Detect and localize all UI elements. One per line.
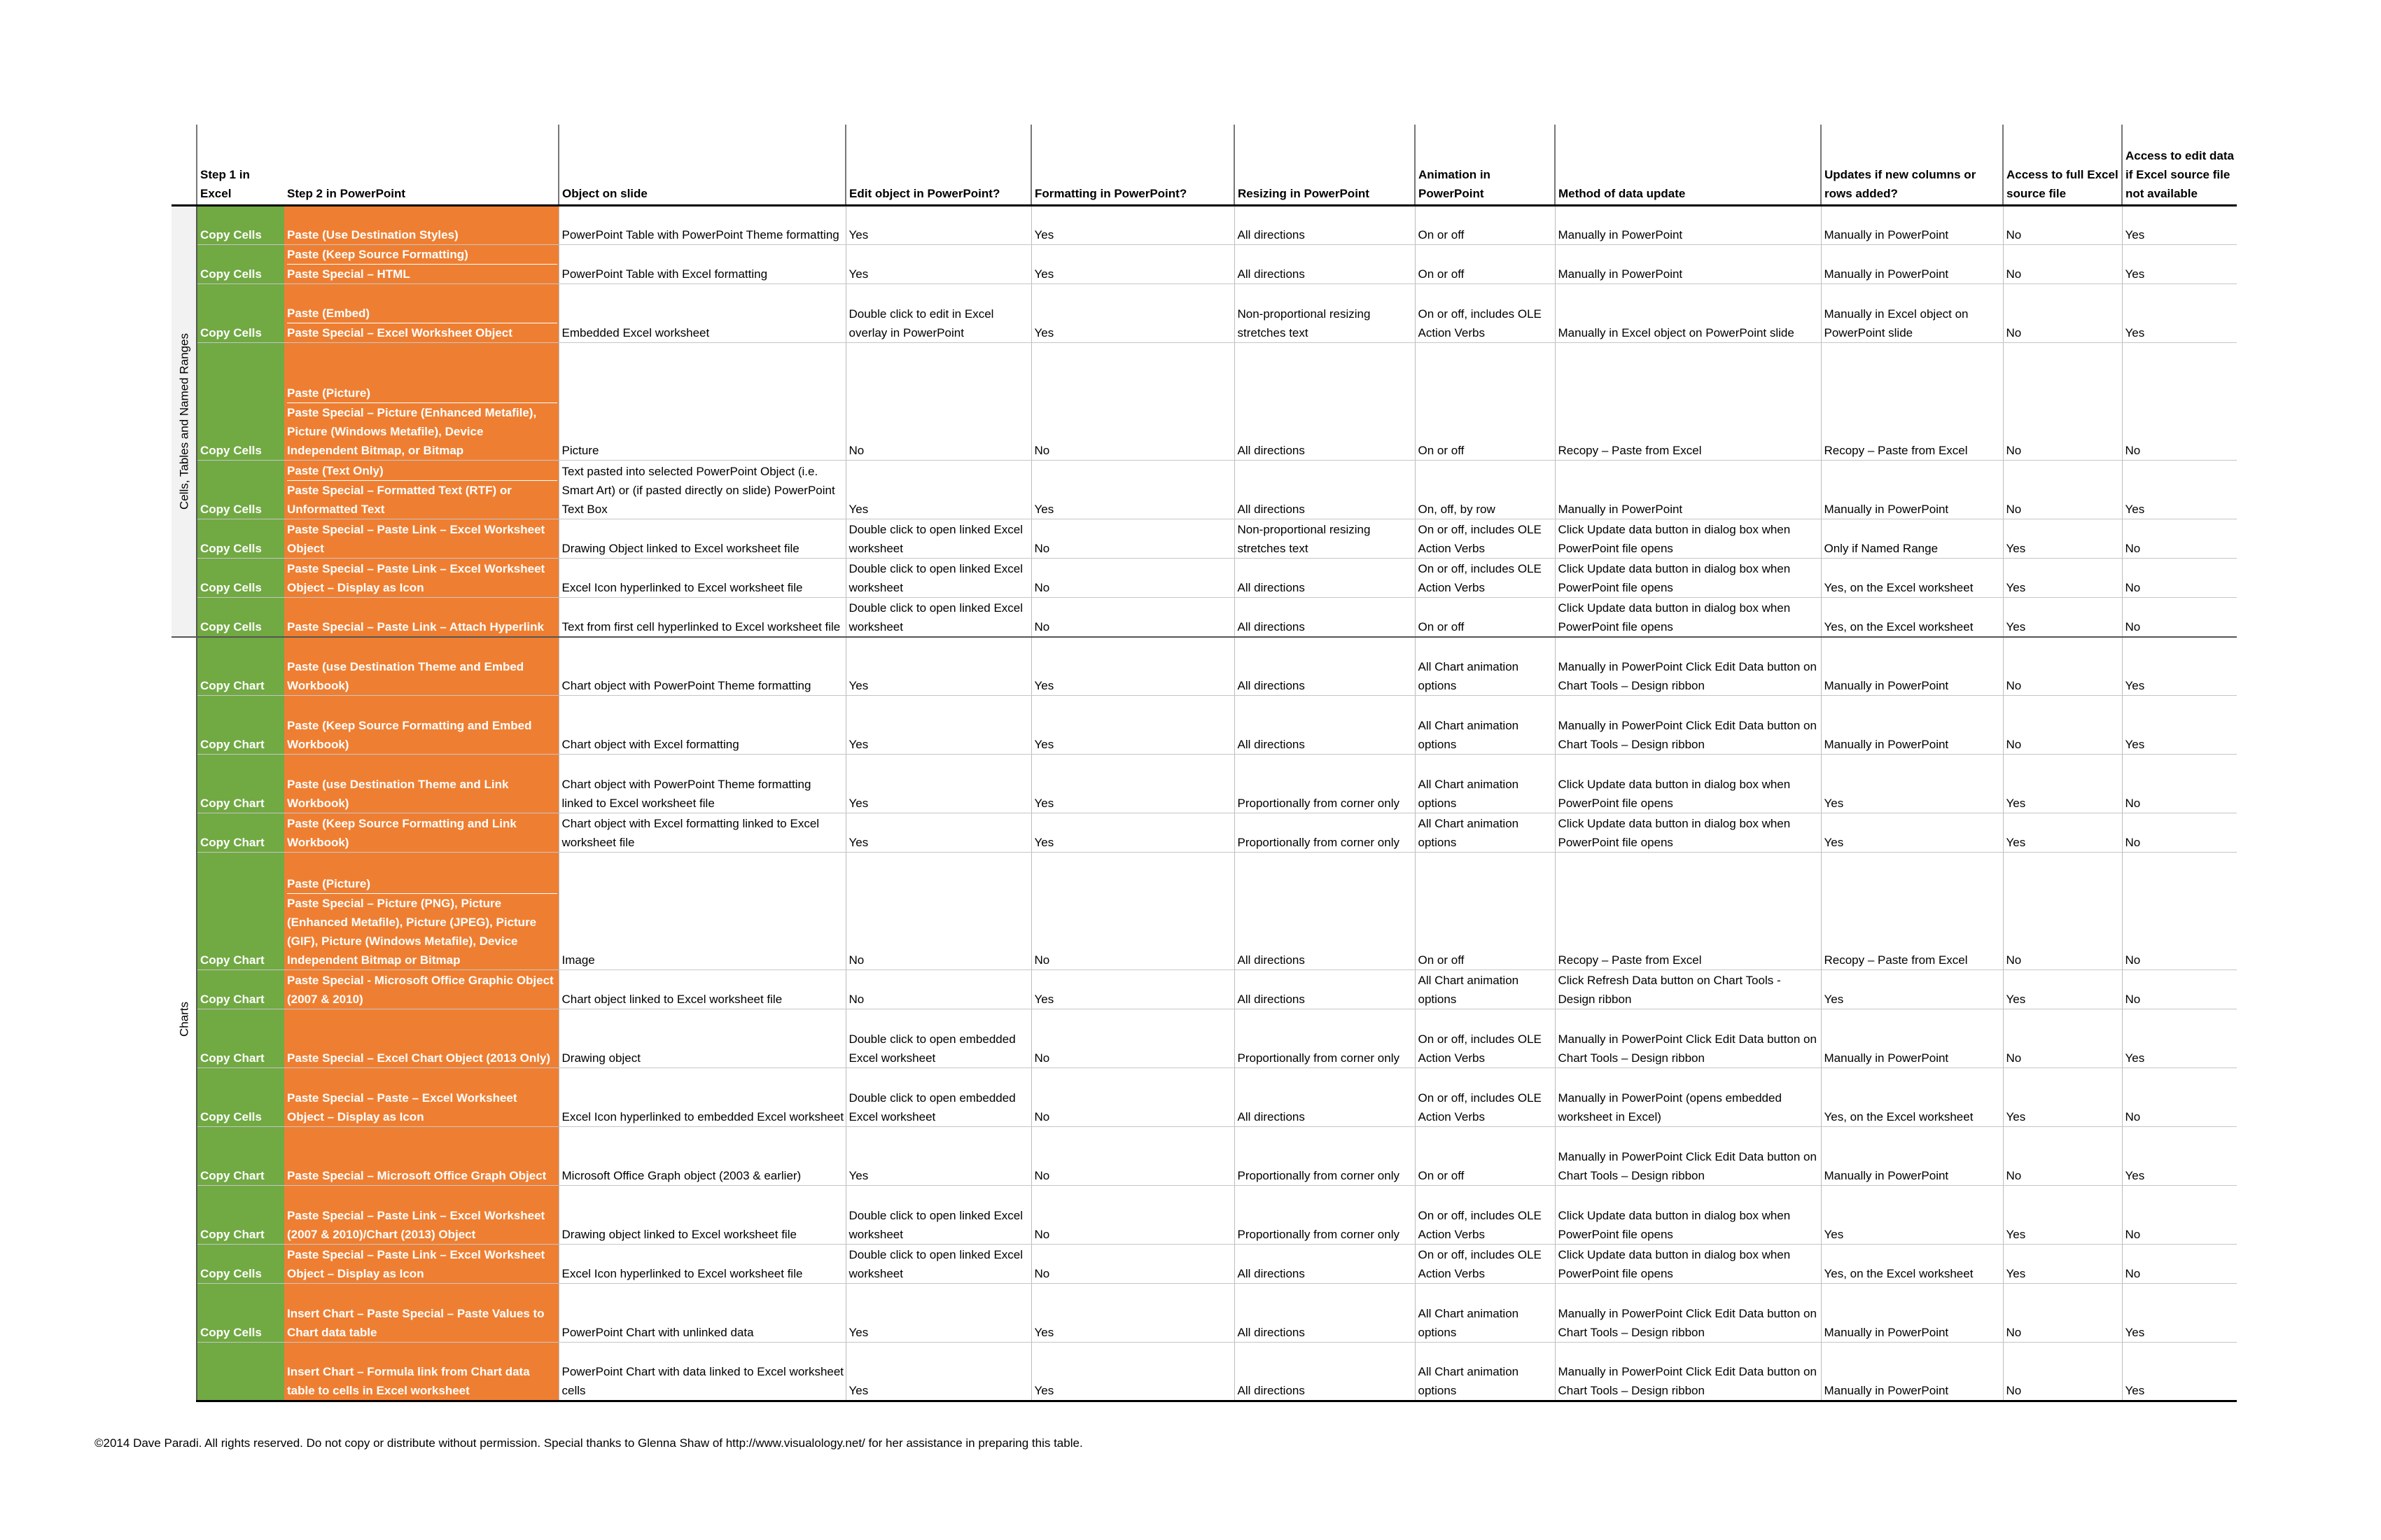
step2-option: Paste (use Destination Theme and Link Workbook) bbox=[287, 778, 509, 810]
edit-missing-cell: No bbox=[2122, 755, 2237, 813]
updates-cell: Manually in PowerPoint bbox=[1821, 1343, 2003, 1401]
edit-missing-cell: Yes bbox=[2122, 637, 2237, 696]
resize-cell: All directions bbox=[1234, 245, 1415, 284]
edit-cell: Yes bbox=[846, 1127, 1031, 1186]
access-cell: Yes bbox=[2003, 519, 2122, 559]
table-row bbox=[172, 970, 2237, 1009]
access-cell: No bbox=[2003, 853, 2122, 970]
anim-cell: All Chart animation options bbox=[1415, 1343, 1555, 1401]
step1-cell: Copy Cells bbox=[197, 461, 284, 519]
table-row bbox=[172, 461, 2237, 519]
step2-cell bbox=[284, 637, 559, 696]
method-cell: Manually in PowerPoint Click Edit Data button on Chart Tools – Design ribbon bbox=[1555, 1127, 1821, 1186]
method-cell: Click Update data button in dialog box when PowerPoint file opens bbox=[1555, 1186, 1821, 1245]
updates-cell: Yes, on the Excel worksheet bbox=[1821, 1245, 2003, 1284]
anim-cell: On or off bbox=[1415, 853, 1555, 970]
anim-cell: All Chart animation options bbox=[1415, 970, 1555, 1009]
edit-cell: Double click to open linked Excel worksheet bbox=[846, 559, 1031, 598]
header-row bbox=[172, 125, 2237, 206]
object-cell: Chart object with PowerPoint Theme formatting bbox=[559, 637, 846, 696]
access-cell: Yes bbox=[2003, 755, 2122, 813]
step2-option: Paste Special – Excel Worksheet Object bbox=[287, 326, 512, 340]
edit-cell: Yes bbox=[846, 461, 1031, 519]
step2-option: Paste Special – Picture (Enhanced Metafile), Picture (Windows Metafile), Device Independent Bitmap, or Bitmap bbox=[287, 406, 537, 457]
edit-missing-cell: No bbox=[2122, 853, 2237, 970]
method-cell: Click Update data button in dialog box when PowerPoint file opens bbox=[1555, 755, 1821, 813]
anim-header: Animation in PowerPoint bbox=[1415, 125, 1555, 206]
step2-option: Paste (use Destination Theme and Embed Workbook) bbox=[287, 660, 524, 692]
step1-cell: Copy Chart bbox=[197, 853, 284, 970]
method-cell: Manually in PowerPoint Click Edit Data button on Chart Tools – Design ribbon bbox=[1555, 1284, 1821, 1343]
anim-cell: On or off, includes OLE Action Verbs bbox=[1415, 1245, 1555, 1284]
edit-cell: No bbox=[846, 970, 1031, 1009]
step2-option: Paste (Picture) bbox=[287, 874, 557, 894]
step1-cell: Copy Chart bbox=[197, 1009, 284, 1068]
format-cell: Yes bbox=[1031, 1284, 1234, 1343]
step2-option: Paste Special – Microsoft Office Graph Object bbox=[287, 1169, 547, 1182]
step2-option: Paste Special – HTML bbox=[287, 267, 410, 281]
object-cell: Chart object linked to Excel worksheet file bbox=[559, 970, 846, 1009]
updates-cell: Yes bbox=[1821, 1186, 2003, 1245]
updates-cell: Yes, on the Excel worksheet bbox=[1821, 1068, 2003, 1127]
format-cell: No bbox=[1031, 1009, 1234, 1068]
edit-cell: Double click to edit in Excel overlay in PowerPoint bbox=[846, 284, 1031, 343]
edit-cell: Yes bbox=[846, 813, 1031, 853]
format-cell: Yes bbox=[1031, 206, 1234, 245]
edit-cell: Yes bbox=[846, 696, 1031, 755]
comparison-table bbox=[172, 125, 2237, 1402]
format-cell: Yes bbox=[1031, 245, 1234, 284]
table-row bbox=[172, 1245, 2237, 1284]
anim-cell: All Chart animation options bbox=[1415, 813, 1555, 853]
step1-cell: Copy Cells bbox=[197, 343, 284, 461]
step2-cell bbox=[284, 1127, 559, 1186]
object-cell: Excel Icon hyperlinked to Excel worksheet file bbox=[559, 1245, 846, 1284]
method-cell: Manually in PowerPoint Click Edit Data button on Chart Tools – Design ribbon bbox=[1555, 696, 1821, 755]
method-cell: Click Update data button in dialog box when PowerPoint file opens bbox=[1555, 519, 1821, 559]
resize-cell: Proportionally from corner only bbox=[1234, 813, 1415, 853]
resize-cell: All directions bbox=[1234, 461, 1415, 519]
resize-cell: Non-proportional resizing stretches text bbox=[1234, 519, 1415, 559]
method-cell: Manually in PowerPoint (opens embedded worksheet in Excel) bbox=[1555, 1068, 1821, 1127]
edit-cell: Yes bbox=[846, 637, 1031, 696]
resize-cell: All directions bbox=[1234, 559, 1415, 598]
step2-option: Paste (Text Only) bbox=[287, 461, 557, 481]
anim-cell: On or off bbox=[1415, 598, 1555, 637]
step2-option: Paste (Keep Source Formatting and Embed Workbook) bbox=[287, 719, 532, 751]
table-row bbox=[172, 813, 2237, 853]
format-cell: Yes bbox=[1031, 813, 1234, 853]
table-row bbox=[172, 559, 2237, 598]
format-header: Formatting in PowerPoint? bbox=[1031, 125, 1234, 206]
object-cell: Image bbox=[559, 853, 846, 970]
object-cell: PowerPoint Chart with unlinked data bbox=[559, 1284, 846, 1343]
object-cell: Excel Icon hyperlinked to Excel worksheet file bbox=[559, 559, 846, 598]
step1-cell: Copy Cells bbox=[197, 519, 284, 559]
step1-cell: Copy Cells bbox=[197, 206, 284, 245]
anim-cell: All Chart animation options bbox=[1415, 755, 1555, 813]
edit-cell: Yes bbox=[846, 1343, 1031, 1401]
access-cell: Yes bbox=[2003, 1186, 2122, 1245]
anim-cell: On, off, by row bbox=[1415, 461, 1555, 519]
updates-cell: Yes, on the Excel worksheet bbox=[1821, 559, 2003, 598]
section-label-text: Charts bbox=[177, 1001, 190, 1037]
step1-header: Step 1 in Excel bbox=[197, 125, 284, 206]
format-cell: No bbox=[1031, 1186, 1234, 1245]
format-cell: No bbox=[1031, 343, 1234, 461]
method-cell: Click Update data button in dialog box when PowerPoint file opens bbox=[1555, 1245, 1821, 1284]
object-cell: PowerPoint Chart with data linked to Excel worksheet cells bbox=[559, 1343, 846, 1401]
edit-cell: Double click to open embedded Excel worksheet bbox=[846, 1009, 1031, 1068]
updates-cell: Manually in PowerPoint bbox=[1821, 1284, 2003, 1343]
edit-cell: Yes bbox=[846, 245, 1031, 284]
edit-missing-cell: No bbox=[2122, 1245, 2237, 1284]
step1-cell: Copy Chart bbox=[197, 970, 284, 1009]
step2-cell bbox=[284, 970, 559, 1009]
format-cell: Yes bbox=[1031, 696, 1234, 755]
step2-option: Paste (Picture) bbox=[287, 384, 557, 403]
step2-option: Paste Special – Paste Link – Excel Worksheet Object – Display as Icon bbox=[287, 1248, 545, 1280]
step1-cell: Copy Cells bbox=[197, 1068, 284, 1127]
anim-cell: On or off, includes OLE Action Verbs bbox=[1415, 1186, 1555, 1245]
table-row bbox=[172, 637, 2237, 696]
access-cell: No bbox=[2003, 343, 2122, 461]
table-row bbox=[172, 755, 2237, 813]
step1-cell: Copy Cells bbox=[197, 559, 284, 598]
group-header bbox=[172, 125, 197, 206]
method-cell: Click Update data button in dialog box when PowerPoint file opens bbox=[1555, 813, 1821, 853]
access-header: Access to full Excel source file bbox=[2003, 125, 2122, 206]
object-cell: PowerPoint Table with Excel formatting bbox=[559, 245, 846, 284]
resize-cell: All directions bbox=[1234, 637, 1415, 696]
updates-cell: Manually in PowerPoint bbox=[1821, 1009, 2003, 1068]
resize-cell: Non-proportional resizing stretches text bbox=[1234, 284, 1415, 343]
step2-cell bbox=[284, 598, 559, 637]
access-cell: No bbox=[2003, 637, 2122, 696]
resize-cell: All directions bbox=[1234, 696, 1415, 755]
step1-cell: Copy Chart bbox=[197, 813, 284, 853]
step2-option: Paste Special – Paste Link – Excel Worksheet (2007 & 2010)/Chart (2013) Object bbox=[287, 1209, 545, 1241]
resize-cell: Proportionally from corner only bbox=[1234, 1127, 1415, 1186]
resize-cell: All directions bbox=[1234, 206, 1415, 245]
method-cell: Recopy – Paste from Excel bbox=[1555, 853, 1821, 970]
object-cell: Chart object with PowerPoint Theme formatting linked to Excel worksheet file bbox=[559, 755, 846, 813]
object-cell: Embedded Excel worksheet bbox=[559, 284, 846, 343]
method-cell: Manually in PowerPoint Click Edit Data button on Chart Tools – Design ribbon bbox=[1555, 637, 1821, 696]
step2-option: Paste Special – Excel Chart Object (2013 Only) bbox=[287, 1051, 551, 1065]
access-cell: No bbox=[2003, 206, 2122, 245]
format-cell: No bbox=[1031, 1127, 1234, 1186]
step2-option: Paste (Embed) bbox=[287, 304, 557, 323]
method-header: Method of data update bbox=[1555, 125, 1821, 206]
step2-option: Paste Special – Paste Link – Excel Worksheet Object bbox=[287, 523, 545, 555]
anim-cell: On or off, includes OLE Action Verbs bbox=[1415, 1009, 1555, 1068]
step2-option: Paste Special - Microsoft Office Graphic Object (2007 & 2010) bbox=[287, 974, 554, 1006]
updates-cell: Manually in PowerPoint bbox=[1821, 1127, 2003, 1186]
edit-cell: Yes bbox=[846, 755, 1031, 813]
resize-cell: All directions bbox=[1234, 1343, 1415, 1401]
edit-cell: Double click to open linked Excel worksheet bbox=[846, 1245, 1031, 1284]
object-cell: Drawing Object linked to Excel worksheet file bbox=[559, 519, 846, 559]
format-cell: Yes bbox=[1031, 461, 1234, 519]
step2-header: Step 2 in PowerPoint bbox=[284, 125, 559, 206]
edit-missing-cell: No bbox=[2122, 1186, 2237, 1245]
step2-cell bbox=[284, 1284, 559, 1343]
anim-cell: On or off bbox=[1415, 1127, 1555, 1186]
table-row bbox=[172, 1009, 2237, 1068]
method-cell: Recopy – Paste from Excel bbox=[1555, 343, 1821, 461]
step2-option: Paste Special – Paste Link – Attach Hyperlink bbox=[287, 620, 544, 634]
step1-cell bbox=[197, 1343, 284, 1401]
format-cell: Yes bbox=[1031, 1343, 1234, 1401]
step1-cell: Copy Cells bbox=[197, 284, 284, 343]
resize-cell: All directions bbox=[1234, 970, 1415, 1009]
table-row bbox=[172, 696, 2237, 755]
access-cell: No bbox=[2003, 284, 2122, 343]
updates-cell: Manually in PowerPoint bbox=[1821, 206, 2003, 245]
step1-cell: Copy Cells bbox=[197, 245, 284, 284]
method-cell: Manually in PowerPoint Click Edit Data button on Chart Tools – Design ribbon bbox=[1555, 1009, 1821, 1068]
access-cell: No bbox=[2003, 1343, 2122, 1401]
updates-cell: Manually in PowerPoint bbox=[1821, 696, 2003, 755]
step2-cell bbox=[284, 696, 559, 755]
updates-cell: Manually in PowerPoint bbox=[1821, 245, 2003, 284]
edit-missing-cell: No bbox=[2122, 598, 2237, 637]
table-row bbox=[172, 1068, 2237, 1127]
anim-cell: On or off bbox=[1415, 206, 1555, 245]
format-cell: No bbox=[1031, 598, 1234, 637]
updates-cell: Yes bbox=[1821, 755, 2003, 813]
table-row bbox=[172, 519, 2237, 559]
edit-missing-cell: No bbox=[2122, 813, 2237, 853]
step2-cell bbox=[284, 1343, 559, 1401]
resize-cell: All directions bbox=[1234, 1284, 1415, 1343]
step2-cell bbox=[284, 853, 559, 970]
anim-cell: All Chart animation options bbox=[1415, 696, 1555, 755]
method-cell: Click Update data button in dialog box when PowerPoint file opens bbox=[1555, 598, 1821, 637]
method-cell: Manually in PowerPoint bbox=[1555, 245, 1821, 284]
updates-cell: Yes bbox=[1821, 970, 2003, 1009]
format-cell: Yes bbox=[1031, 970, 1234, 1009]
object-cell: Picture bbox=[559, 343, 846, 461]
edit-missing-cell: No bbox=[2122, 559, 2237, 598]
updates-cell: Manually in PowerPoint bbox=[1821, 637, 2003, 696]
edit-missing-cell: Yes bbox=[2122, 284, 2237, 343]
format-cell: No bbox=[1031, 519, 1234, 559]
object-cell: Drawing object linked to Excel worksheet file bbox=[559, 1186, 846, 1245]
format-cell: No bbox=[1031, 559, 1234, 598]
resize-cell: All directions bbox=[1234, 1245, 1415, 1284]
step2-cell bbox=[284, 1068, 559, 1127]
access-cell: No bbox=[2003, 1127, 2122, 1186]
edit-cell: No bbox=[846, 343, 1031, 461]
table-row bbox=[172, 343, 2237, 461]
section-label bbox=[172, 637, 197, 1401]
step1-cell: Copy Chart bbox=[197, 1186, 284, 1245]
step2-option: Paste Special – Formatted Text (RTF) or Unformatted Text bbox=[287, 484, 512, 516]
edit-missing-cell: Yes bbox=[2122, 1343, 2237, 1401]
anim-cell: On or off, includes OLE Action Verbs bbox=[1415, 1068, 1555, 1127]
access-cell: Yes bbox=[2003, 559, 2122, 598]
table-body bbox=[172, 206, 2237, 1401]
updates-cell: Manually in Excel object on PowerPoint slide bbox=[1821, 284, 2003, 343]
step2-cell bbox=[284, 559, 559, 598]
edit-missing-cell: Yes bbox=[2122, 1009, 2237, 1068]
updates-cell: Manually in PowerPoint bbox=[1821, 461, 2003, 519]
access-cell: Yes bbox=[2003, 813, 2122, 853]
access-cell: Yes bbox=[2003, 1245, 2122, 1284]
access-cell: Yes bbox=[2003, 970, 2122, 1009]
step1-cell: Copy Chart bbox=[197, 755, 284, 813]
step2-option: Paste Special – Picture (PNG), Picture (Enhanced Metafile), Picture (JPEG), Picture (GIF), Picture (Windows Metafile), Device Independent Bitmap or Bitmap bbox=[287, 897, 537, 967]
anim-cell: On or off bbox=[1415, 343, 1555, 461]
step1-cell: Copy Chart bbox=[197, 1127, 284, 1186]
step2-cell bbox=[284, 1186, 559, 1245]
updates-cell: Only if Named Range bbox=[1821, 519, 2003, 559]
step1-cell: Copy Chart bbox=[197, 637, 284, 696]
copyright-footer: ©2014 Dave Paradi. All rights reserved. Do not copy or distribute without permission. Special thanks to Glenna Shaw of http://www.visualology.net/ for her assistance in preparing this table. bbox=[95, 1436, 1083, 1450]
updates-header: Updates if new columns or rows added? bbox=[1821, 125, 2003, 206]
access-cell: Yes bbox=[2003, 1068, 2122, 1127]
step2-cell bbox=[284, 1009, 559, 1068]
edit-missing-cell: Yes bbox=[2122, 696, 2237, 755]
anim-cell: All Chart animation options bbox=[1415, 1284, 1555, 1343]
anim-cell: On or off bbox=[1415, 245, 1555, 284]
step2-option: Paste Special – Paste – Excel Worksheet Object – Display as Icon bbox=[287, 1091, 517, 1124]
step2-cell bbox=[284, 284, 559, 343]
method-cell: Manually in PowerPoint bbox=[1555, 461, 1821, 519]
access-cell: No bbox=[2003, 461, 2122, 519]
table-row bbox=[172, 1186, 2237, 1245]
section-label-text: Cells, Tables and Named Ranges bbox=[177, 332, 190, 510]
edit-header: Edit object in PowerPoint? bbox=[846, 125, 1031, 206]
object-cell: Chart object with Excel formatting linked to Excel worksheet file bbox=[559, 813, 846, 853]
table-row bbox=[172, 206, 2237, 245]
step2-option: Paste (Use Destination Styles) bbox=[287, 228, 459, 241]
method-cell: Manually in PowerPoint bbox=[1555, 206, 1821, 245]
updates-cell: Yes, on the Excel worksheet bbox=[1821, 598, 2003, 637]
access-cell: No bbox=[2003, 245, 2122, 284]
step2-cell bbox=[284, 755, 559, 813]
step2-cell bbox=[284, 813, 559, 853]
method-cell: Click Update data button in dialog box when PowerPoint file opens bbox=[1555, 559, 1821, 598]
object-header: Object on slide bbox=[559, 125, 846, 206]
resize-cell: All directions bbox=[1234, 1068, 1415, 1127]
anim-cell: All Chart animation options bbox=[1415, 637, 1555, 696]
step2-option: Paste (Keep Source Formatting and Link Workbook) bbox=[287, 817, 517, 849]
table-row bbox=[172, 853, 2237, 970]
format-cell: No bbox=[1031, 1068, 1234, 1127]
edit-cell: Double click to open linked Excel worksheet bbox=[846, 598, 1031, 637]
edit-missing-cell: No bbox=[2122, 519, 2237, 559]
access-cell: Yes bbox=[2003, 598, 2122, 637]
step2-cell bbox=[284, 245, 559, 284]
access-cell: No bbox=[2003, 1009, 2122, 1068]
edit-missing-cell: Yes bbox=[2122, 1284, 2237, 1343]
step2-cell bbox=[284, 1245, 559, 1284]
object-cell: PowerPoint Table with PowerPoint Theme formatting bbox=[559, 206, 846, 245]
edit-missing-cell: No bbox=[2122, 1068, 2237, 1127]
object-cell: Text pasted into selected PowerPoint Object (i.e. Smart Art) or (if pasted directly on slide) PowerPoint Text Box bbox=[559, 461, 846, 519]
edit-cell: Double click to open linked Excel worksheet bbox=[846, 519, 1031, 559]
edit-missing-cell: No bbox=[2122, 343, 2237, 461]
anim-cell: On or off, includes OLE Action Verbs bbox=[1415, 519, 1555, 559]
table-row bbox=[172, 598, 2237, 637]
step2-cell bbox=[284, 461, 559, 519]
table-row bbox=[172, 245, 2237, 284]
method-cell: Manually in Excel object on PowerPoint slide bbox=[1555, 284, 1821, 343]
edit-cell: Yes bbox=[846, 206, 1031, 245]
method-cell: Click Refresh Data button on Chart Tools - Design ribbon bbox=[1555, 970, 1821, 1009]
edit-missing-cell: No bbox=[2122, 970, 2237, 1009]
format-cell: Yes bbox=[1031, 637, 1234, 696]
resize-cell: All directions bbox=[1234, 853, 1415, 970]
updates-cell: Recopy – Paste from Excel bbox=[1821, 853, 2003, 970]
step2-option: Paste (Keep Source Formatting) bbox=[287, 245, 557, 265]
step1-cell: Copy Cells bbox=[197, 1245, 284, 1284]
resize-cell: Proportionally from corner only bbox=[1234, 1186, 1415, 1245]
access-cell: No bbox=[2003, 1284, 2122, 1343]
object-cell: Microsoft Office Graph object (2003 & earlier) bbox=[559, 1127, 846, 1186]
edit-missing-header: Access to edit data if Excel source file not available bbox=[2122, 125, 2237, 206]
format-cell: Yes bbox=[1031, 755, 1234, 813]
object-cell: Text from first cell hyperlinked to Excel worksheet file bbox=[559, 598, 846, 637]
edit-cell: Double click to open linked Excel worksheet bbox=[846, 1186, 1031, 1245]
section-label bbox=[172, 206, 197, 637]
step1-cell: Copy Chart bbox=[197, 696, 284, 755]
table-row bbox=[172, 1343, 2237, 1401]
edit-missing-cell: Yes bbox=[2122, 245, 2237, 284]
object-cell: Drawing object bbox=[559, 1009, 846, 1068]
edit-missing-cell: Yes bbox=[2122, 206, 2237, 245]
step2-cell bbox=[284, 343, 559, 461]
step1-cell: Copy Cells bbox=[197, 1284, 284, 1343]
step2-cell bbox=[284, 206, 559, 245]
resize-header: Resizing in PowerPoint bbox=[1234, 125, 1415, 206]
access-cell: No bbox=[2003, 696, 2122, 755]
anim-cell: On or off, includes OLE Action Verbs bbox=[1415, 284, 1555, 343]
resize-cell: All directions bbox=[1234, 343, 1415, 461]
step2-option: Paste Special – Paste Link – Excel Worksheet Object – Display as Icon bbox=[287, 562, 545, 594]
resize-cell: Proportionally from corner only bbox=[1234, 755, 1415, 813]
edit-missing-cell: Yes bbox=[2122, 1127, 2237, 1186]
object-cell: Excel Icon hyperlinked to embedded Excel worksheet bbox=[559, 1068, 846, 1127]
edit-cell: Yes bbox=[846, 1284, 1031, 1343]
step2-option: Insert Chart – Formula link from Chart data table to cells in Excel worksheet bbox=[287, 1365, 530, 1397]
table-row bbox=[172, 284, 2237, 343]
resize-cell: All directions bbox=[1234, 598, 1415, 637]
edit-cell: Double click to open embedded Excel worksheet bbox=[846, 1068, 1031, 1127]
table-row bbox=[172, 1127, 2237, 1186]
step2-option: Insert Chart – Paste Special – Paste Values to Chart data table bbox=[287, 1307, 545, 1339]
table-row bbox=[172, 1284, 2237, 1343]
format-cell: Yes bbox=[1031, 284, 1234, 343]
step1-cell: Copy Cells bbox=[197, 598, 284, 637]
format-cell: No bbox=[1031, 1245, 1234, 1284]
format-cell: No bbox=[1031, 853, 1234, 970]
step2-cell bbox=[284, 519, 559, 559]
edit-missing-cell: Yes bbox=[2122, 461, 2237, 519]
updates-cell: Yes bbox=[1821, 813, 2003, 853]
object-cell: Chart object with Excel formatting bbox=[559, 696, 846, 755]
edit-cell: No bbox=[846, 853, 1031, 970]
updates-cell: Recopy – Paste from Excel bbox=[1821, 343, 2003, 461]
method-cell: Manually in PowerPoint Click Edit Data button on Chart Tools – Design ribbon bbox=[1555, 1343, 1821, 1401]
resize-cell: Proportionally from corner only bbox=[1234, 1009, 1415, 1068]
anim-cell: On or off, includes OLE Action Verbs bbox=[1415, 559, 1555, 598]
